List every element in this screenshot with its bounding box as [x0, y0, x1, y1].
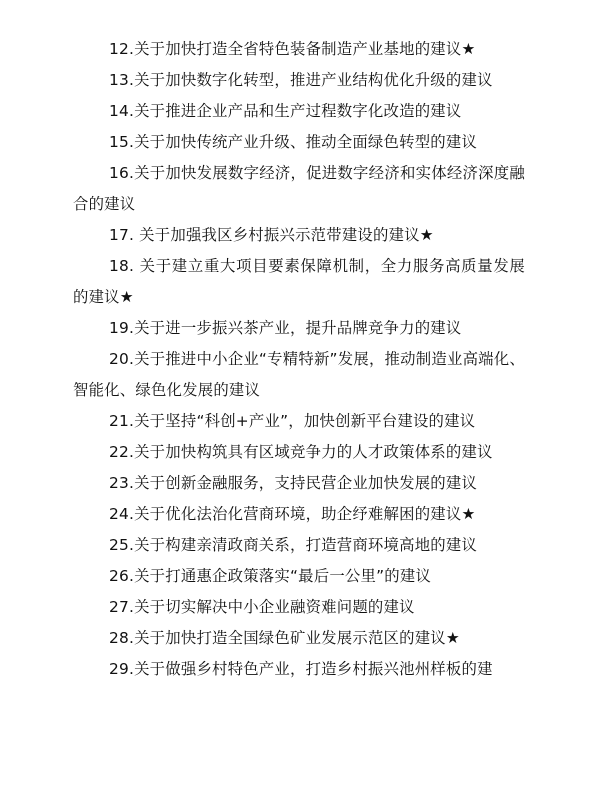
list-item: 29.关于做强乡村特色产业，打造乡村振兴池州样板的建: [109, 660, 493, 678]
list-item: 26.关于打通惠企政策落实“最后一公里”的建议: [109, 567, 432, 585]
list-item: 28.关于加快打造全国绿色矿业发展示范区的建议★: [109, 629, 460, 647]
list-item: 24.关于优化法治化营商环境，助企纾难解困的建议★: [109, 505, 476, 523]
list-item: 16.关于加快发展数字经济，促进数字经济和实体经济深度融合的建议: [73, 164, 525, 213]
list-item: 27.关于切实解决中小企业融资难问题的建议: [109, 598, 415, 616]
list-item: 25.关于构建亲清政商关系，打造营商环境高地的建议: [109, 536, 478, 554]
list-item: 21.关于坚持“科创+产业”，加快创新平台建设的建议: [109, 412, 476, 430]
list-item: 12.关于加快打造全省特色装备制造产业基地的建议★: [109, 40, 476, 58]
list-item: 23.关于创新金融服务，支持民营企业加快发展的建议: [109, 474, 478, 492]
list-item: 13.关于加快数字化转型，推进产业结构优化升级的建议: [109, 71, 493, 89]
list-item: 20.关于推进中小企业“专精特新”发展，推动制造业高端化、智能化、绿色化发展的建议: [73, 350, 525, 399]
list-item: 19.关于进一步振兴茶产业，提升品牌竞争力的建议: [109, 319, 462, 337]
list-item: 22.关于加快构筑具有区域竞争力的人才政策体系的建议: [109, 443, 493, 461]
list-item: 14.关于推进企业产品和生产过程数字化改造的建议: [109, 102, 462, 120]
list-item: 18. 关于建立重大项目要素保障机制，全力服务高质量发展的建议★: [73, 257, 525, 306]
list-item: 15.关于加快传统产业升级、推动全面绿色转型的建议: [109, 133, 478, 151]
proposal-list: [73, 34, 525, 685]
list-item: 17. 关于加强我区乡村振兴示范带建设的建议★: [109, 226, 434, 244]
